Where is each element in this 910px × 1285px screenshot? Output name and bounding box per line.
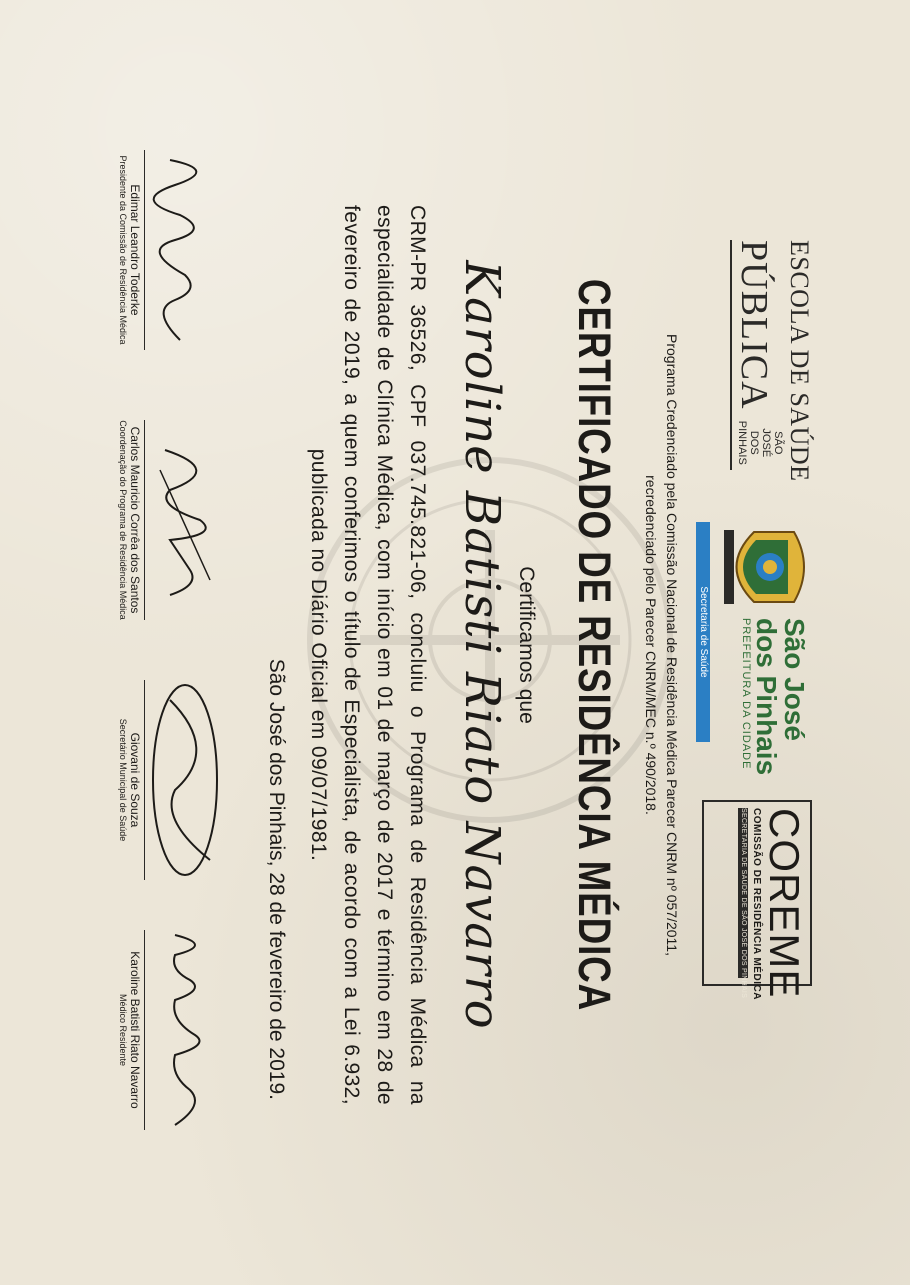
escola-sub1: SÃO JOSÉ xyxy=(760,428,784,458)
coreme-logo xyxy=(702,800,812,1000)
sjp-name-line1: São José xyxy=(779,618,810,741)
program-line1: Programa Credenciado pela Comissão Nacional de Residência Médica Parecer CNRM nº 057/2011, xyxy=(664,334,680,956)
signer-name: Edimar Leandro Toderke xyxy=(128,184,142,316)
secretaria-saude-bar: Secretaria de Saúde xyxy=(696,522,710,742)
signer-name: Karoline Batisti Riato Navarro xyxy=(128,951,142,1109)
escola-saude-publica-logo xyxy=(730,240,814,482)
sjp-prefeitura-logo xyxy=(694,522,814,776)
escola-sub2: DOS PINHAIS xyxy=(736,420,760,465)
coreme-title: COREME xyxy=(761,808,808,999)
escola-line2: PÚBLICA xyxy=(733,240,775,410)
sjp-name-line2: dos Pinhais xyxy=(751,618,782,776)
signer-role: Coordenação do Programa de Residência Médica xyxy=(118,420,128,620)
signer-name: Giovani de Souza xyxy=(128,732,142,828)
signer-name: Carlos Mauricio Corrêa dos Santos xyxy=(128,426,142,614)
municipal-crest-icon xyxy=(714,522,814,612)
coreme-band: SECRETARIA DE SAÚDE DE SÃO JOSÉ DOS PINHAIS xyxy=(740,808,747,999)
signature-block-coordenacao xyxy=(118,410,230,630)
issue-date: São José dos Pinhais, 28 de fevereiro de 2019. xyxy=(265,658,288,1100)
handwritten-signature-icon xyxy=(150,920,230,1140)
signature-block-residente xyxy=(118,920,230,1140)
coreme-subtitle: COMISSÃO DE RESIDÊNCIA MÉDICA xyxy=(751,808,762,1000)
sjp-subtitle: PREFEITURA DA CIDADE xyxy=(740,618,752,770)
certificate-title: CERTIFICADO DE RESIDÊNCIA MÉDICA xyxy=(569,278,620,1012)
signer-role: Secretário Municipal de Saúde xyxy=(118,718,128,842)
program-line2: recredenciado pelo Parecer CNRM/MEC n.º 490/2018. xyxy=(643,475,659,815)
signature-block-presidente xyxy=(118,140,230,360)
recipient-name: Karoline Batisti Riato Navarro xyxy=(454,260,510,1030)
certificate-body: CRM-PR 36526, CPF 037.745.821-06, concluiu o Programa de Residência Médica na especialidade de Clínica Médica, com início em 01 de março de 2017 e término em 28 de fevereiro de 2019, a quem conferimos o título de Especialista, de acordo com a Lei 6.932, publicada no Diário Oficial em 09/07/1981. xyxy=(307,205,429,1105)
signer-role: Médico Residente xyxy=(118,993,128,1067)
certificamos-label: Certificamos que xyxy=(515,566,538,724)
escola-line1: ESCOLA DE SAÚDE xyxy=(785,240,814,482)
handwritten-signature-icon xyxy=(150,670,230,890)
signer-role: Presidente da Comissão de Residência Médica xyxy=(118,155,128,345)
handwritten-signature-icon xyxy=(150,410,230,630)
handwritten-signature-icon xyxy=(150,140,230,360)
program-statement xyxy=(640,170,682,1120)
signature-block-secretario xyxy=(118,670,230,890)
